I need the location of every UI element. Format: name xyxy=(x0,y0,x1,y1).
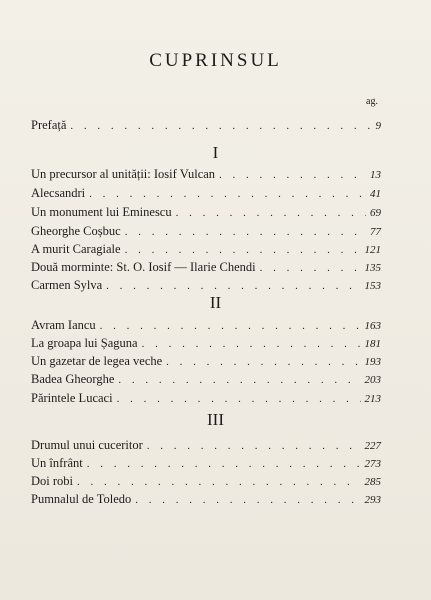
dot-leader xyxy=(100,320,361,332)
toc-page-number: 213 xyxy=(364,393,381,405)
toc-entry-title: Avram Iancu xyxy=(31,318,96,332)
toc-entry-title: Prefață xyxy=(31,118,67,132)
toc-entry-title: Alecsandri xyxy=(31,186,86,200)
toc-entry-title: Badea Gheorghe xyxy=(31,372,115,386)
dot-leader xyxy=(176,207,366,219)
dot-leader xyxy=(135,494,360,506)
toc-page-number: 227 xyxy=(364,440,381,452)
toc-page-number: 77 xyxy=(370,226,381,238)
toc-entry xyxy=(31,318,381,334)
dot-leader xyxy=(117,393,361,405)
toc-entry xyxy=(31,167,381,183)
section-heading-3: III xyxy=(207,410,224,429)
toc-page-number: 9 xyxy=(375,120,381,132)
dot-leader xyxy=(147,440,361,452)
toc-entry xyxy=(31,186,381,202)
toc-entry xyxy=(31,474,381,490)
toc-entry xyxy=(31,438,381,454)
toc-entry-title: Părintele Lucaci xyxy=(31,391,113,405)
section-heading-2: II xyxy=(209,293,222,312)
dot-leader xyxy=(89,188,366,200)
toc-entry-preface xyxy=(31,118,381,134)
dot-leader xyxy=(70,120,371,132)
toc-page-number: 193 xyxy=(364,356,381,368)
dot-leader xyxy=(125,244,361,256)
toc-page-number: 285 xyxy=(364,476,381,488)
dot-leader xyxy=(118,374,360,386)
toc-entry xyxy=(31,354,381,370)
toc-entry-title: Doi robi xyxy=(31,474,74,488)
toc-entry xyxy=(31,205,381,221)
dot-leader xyxy=(106,280,360,292)
toc-entry-title: Un înfrânt xyxy=(31,456,83,470)
toc-page-number: 69 xyxy=(370,207,381,219)
toc-page-number: 293 xyxy=(364,494,381,506)
toc-page-number: 273 xyxy=(364,458,381,470)
dot-leader xyxy=(125,226,366,238)
toc-entry xyxy=(31,224,381,240)
toc-entry-title: A murit Caragiale xyxy=(31,242,121,256)
toc-page-number: 41 xyxy=(370,188,381,200)
toc-page-number: 203 xyxy=(364,374,381,386)
dot-leader xyxy=(219,169,366,181)
toc-page-number: 135 xyxy=(364,262,381,274)
toc-entry xyxy=(31,492,381,508)
dot-leader xyxy=(77,476,360,488)
toc-entry xyxy=(31,336,381,352)
toc-entry-title: Drumul unui cuceritor xyxy=(31,438,143,452)
toc-page-number: 13 xyxy=(370,169,381,181)
dot-leader xyxy=(166,356,360,368)
toc-entry-title: Un monument lui Eminescu xyxy=(31,205,172,219)
toc-entry-title: Gheorghe Coșbuc xyxy=(31,224,121,238)
toc-entry xyxy=(31,242,381,258)
toc-entry-title: Carmen Sylva xyxy=(31,278,103,292)
toc-page-number: 121 xyxy=(364,244,381,256)
toc-entry xyxy=(31,456,381,472)
toc-entry xyxy=(31,372,381,388)
toc-entry-title: Un gazetar de legea veche xyxy=(31,354,163,368)
toc-entry xyxy=(31,278,381,294)
toc-entry-title: La groapa lui Șaguna xyxy=(31,336,138,350)
toc-page-number: 163 xyxy=(364,320,381,332)
section-heading-1: I xyxy=(212,143,219,162)
dot-leader xyxy=(260,262,361,274)
toc-entry xyxy=(31,260,381,276)
page-title: CUPRINSUL xyxy=(149,50,282,71)
toc-page-number: 181 xyxy=(364,338,381,350)
toc-entry-title: Pumnalul de Toledo xyxy=(31,492,132,506)
toc-page-number: 153 xyxy=(364,280,381,292)
page-column-header: ag. xyxy=(366,96,378,107)
toc-entry-title: Două morminte: St. O. Iosif — Ilarie Chendi xyxy=(31,260,256,274)
dot-leader xyxy=(142,338,361,350)
dot-leader xyxy=(87,458,361,470)
toc-entry-title: Un precursor al unității: Iosif Vulcan xyxy=(31,167,216,181)
toc-entry xyxy=(31,391,381,407)
